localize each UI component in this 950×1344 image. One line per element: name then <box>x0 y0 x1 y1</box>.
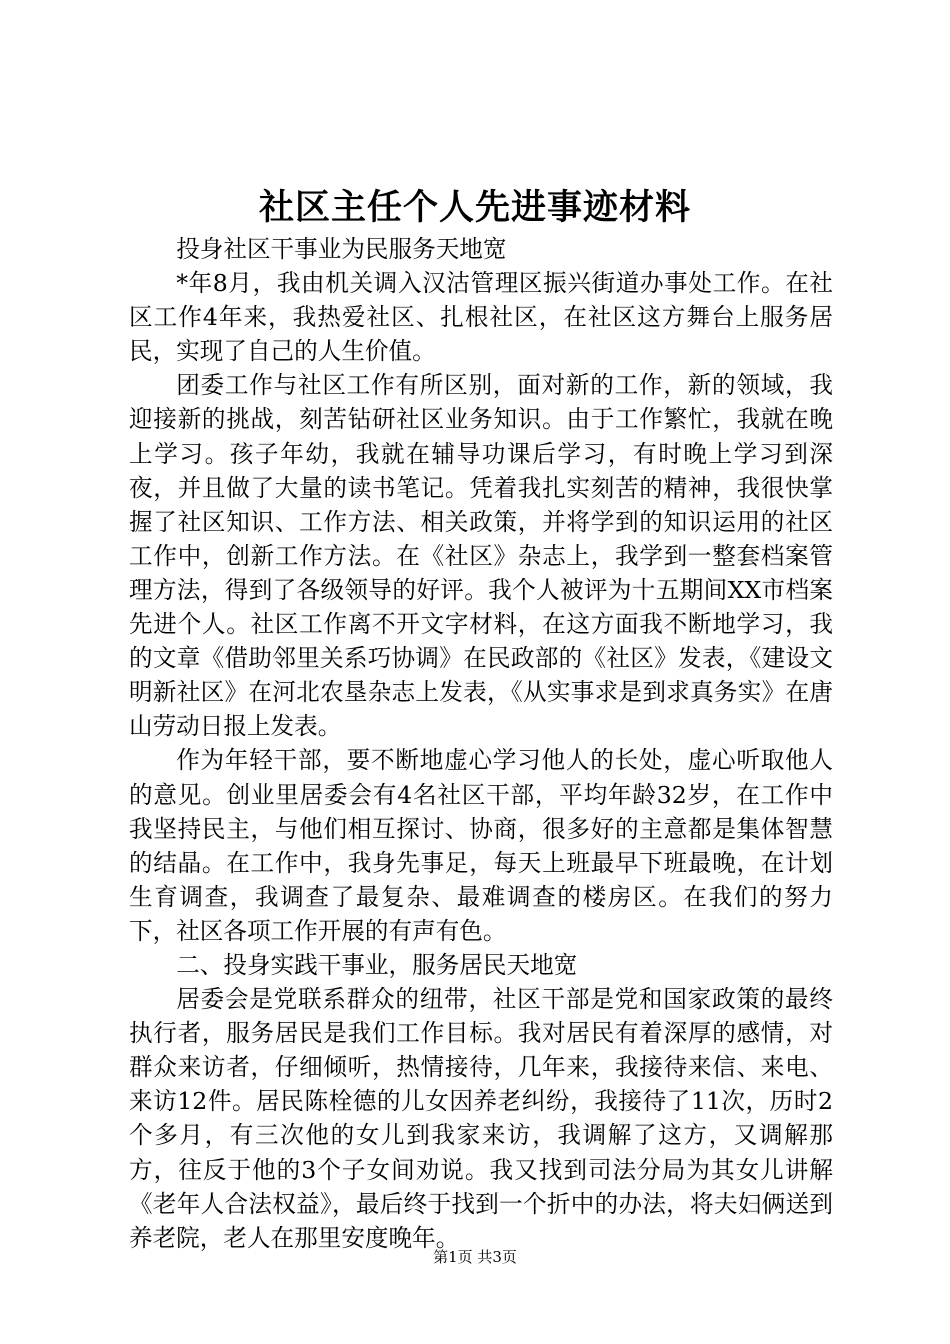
paragraph: 作为年轻干部，要不断地虚心学习他人的长处，虚心听取他人的意见。创业里居委会有4名社区干部，平均年龄32岁，在工作中我坚持民主，与他们相互探讨、协商，很多好的主意都是集体智慧的结晶。在工作中，我身先事足，每天上班最早下班最晚，在计划生育调查，我调查了最复杂、最难调查的楼房区。在我们的努力下，社区各项工作开展的有声有色。 <box>129 746 833 945</box>
paragraph: 投身社区干事业为民服务天地宽 <box>176 235 507 263</box>
page-footer: 第1页 共3页 <box>433 1248 517 1266</box>
paragraph: *年8月，我由机关调入汉沽管理区振兴街道办事处工作。在社区工作4年来，我热爱社区、扎根社区，在社区这方舞台上服务居民，实现了自己的人生价值。 <box>129 269 833 366</box>
paragraph: 居委会是党联系群众的纽带，社区干部是党和国家政策的最终执行者，服务居民是我们工作目标。我对居民有着深厚的感情，对群众来访者，仔细倾听，热情接待，几年来，我接待来信、来电、来访12件。居民陈栓德的儿女因养老纠纷，我接待了11次，历时2个多月，有三次他的女儿到我家来访，我调解了这方，又调解那方，往反于他的3个子女间劝说。我又找到司法分局为其女儿讲解《老年人合法权益》，最后终于找到一个折中的办法，将夫妇俩送到养老院，老人在那里安度晚年。 <box>129 985 833 1252</box>
document-body <box>129 232 833 1255</box>
paragraph: 团委工作与社区工作有所区别，面对新的工作，新的领域，我迎接新的挑战，刻苦钻研社区业务知识。由于工作繁忙，我就在晚上学习。孩子年幼，我就在辅导功课后学习，有时晚上学习到深夜，并且做了大量的读书笔记。凭着我扎实刻苦的精神，我很快掌握了社区知识、工作方法、相关政策，并将学到的知识运用的社区工作中，创新工作方法。在《社区》杂志上，我学到一整套档案管理方法，得到了各级领导的好评。我个人被评为十五期间XX市档案先进个人。社区工作离不开文字材料，在这方面我不断地学习，我的文章《借助邻里关系巧协调》在民政部的《社区》发表，《建设文明新社区》在河北农垦杂志上发表，《从实事求是到求真务实》在唐山劳动日报上发表。 <box>129 371 833 741</box>
document-title: 社区主任个人先进事迹材料 <box>258 187 691 228</box>
paragraph: 二、投身实践干事业，服务居民天地宽 <box>176 950 578 979</box>
